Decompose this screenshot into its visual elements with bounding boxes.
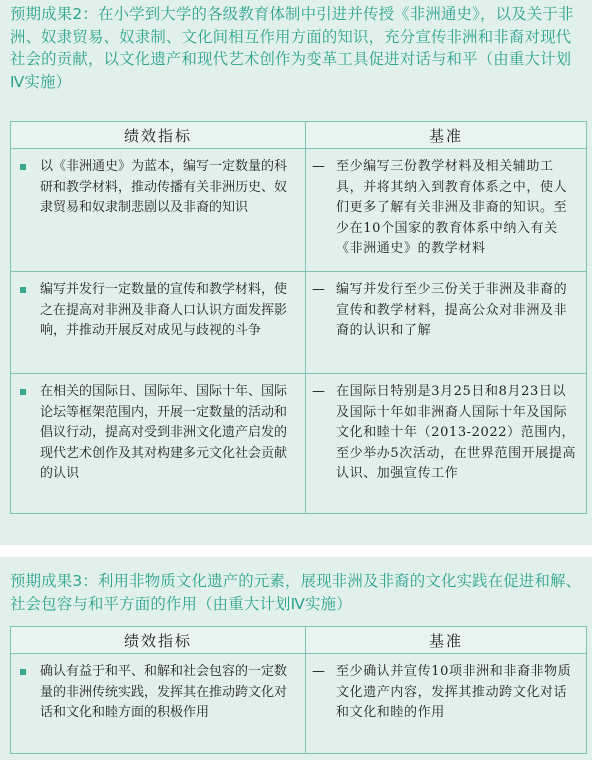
square-bullet-icon bbox=[20, 164, 26, 170]
indicator-text: 以《非洲通史》为蓝本，编写一定数量的科研和教学材料，推动传播有关非洲历史、奴隶贸易和奴隶制悲剧以及非裔的知识 bbox=[40, 159, 288, 215]
table-row bbox=[11, 654, 587, 754]
benchmark-text: 至少编写三份教学材料及相关辅助工具，并将其纳入到教育体系之中，使人们更多了解有关非洲及非裔的知识。至少在10个国家的教育体系中纳入有关《非洲通史》的教学材料 bbox=[336, 159, 568, 256]
indicator-cell bbox=[11, 374, 306, 514]
benchmark-text: 至少确认并宣传10项非洲和非裔非物质文化遗产内容，发挥其推动跨文化对话和文化和睦的作用 bbox=[336, 664, 572, 720]
table-row bbox=[11, 272, 587, 374]
section-divider bbox=[0, 545, 592, 557]
header-benchmark: 基准 bbox=[306, 122, 587, 149]
header-indicator: 绩效指标 bbox=[11, 122, 306, 149]
benchmark-cell bbox=[306, 149, 587, 272]
benchmark-text: 在国际日特别是3月25日和8月23日以及国际十年如非洲裔人国际十年及国际文化和睦十年（2013-2022）范围内，至少举办5次活动，在世界范围开展提高认识、加强宣传工作 bbox=[336, 384, 577, 481]
benchmark-text: 编写并发行至少三份关于非洲及非裔的宣传和教学材料，提高公众对非洲及非裔的认识和了解 bbox=[336, 282, 568, 338]
outcome2-title: 预期成果2：在小学到大学的各级教育体制中引进并传授《非洲通史》，以及关于非洲、奴隶贸易、奴隶制、文化间相互作用方面的知识，充分宣传非洲和非裔对现代社会的贡献，以文化遗产和现代艺术创作为变革工具促进对话与和平（由重大计划Ⅳ实施） bbox=[10, 5, 574, 91]
indicator-cell bbox=[11, 654, 306, 754]
benchmark-cell bbox=[306, 272, 587, 374]
outcome2-table bbox=[10, 121, 587, 514]
benchmark-cell bbox=[306, 374, 587, 514]
indicator-cell bbox=[11, 149, 306, 272]
header-benchmark: 基准 bbox=[306, 627, 587, 654]
indicator-text: 在相关的国际日、国际年、国际十年、国际论坛等框架范围内，开展一定数量的活动和倡议行动，提高对受到非洲文化遗产启发的现代艺术创作及其对构建多元文化社会贡献的认识 bbox=[40, 384, 288, 481]
square-bullet-icon bbox=[20, 669, 26, 675]
outcome3-title: 预期成果3：利用非物质文化遗产的元素，展现非洲及非裔的文化实践在促进和解、社会包容与和平方面的作用（由重大计划Ⅳ实施） bbox=[10, 572, 582, 613]
dash-icon: — bbox=[312, 282, 325, 297]
dash-icon: — bbox=[312, 664, 325, 679]
header-indicator: 绩效指标 bbox=[11, 627, 306, 654]
outcome3-table bbox=[10, 626, 587, 754]
table-header-row bbox=[11, 122, 587, 149]
table-header-row bbox=[11, 627, 587, 654]
square-bullet-icon bbox=[20, 287, 26, 293]
square-bullet-icon bbox=[20, 389, 26, 395]
indicator-text: 编写并发行一定数量的宣传和教学材料，使之在提高对非洲及非裔人口认识方面发挥影响，并推动开展反对成见与歧视的斗争 bbox=[40, 282, 288, 338]
table-row bbox=[11, 149, 587, 272]
dash-icon: — bbox=[312, 384, 325, 399]
indicator-cell bbox=[11, 272, 306, 374]
benchmark-cell bbox=[306, 654, 587, 754]
dash-icon: — bbox=[312, 159, 325, 174]
table-row bbox=[11, 374, 587, 514]
indicator-text: 确认有益于和平、和解和社会包容的一定数量的非洲传统实践，发挥其在推动跨文化对话和文化和睦方面的积极作用 bbox=[40, 664, 288, 720]
